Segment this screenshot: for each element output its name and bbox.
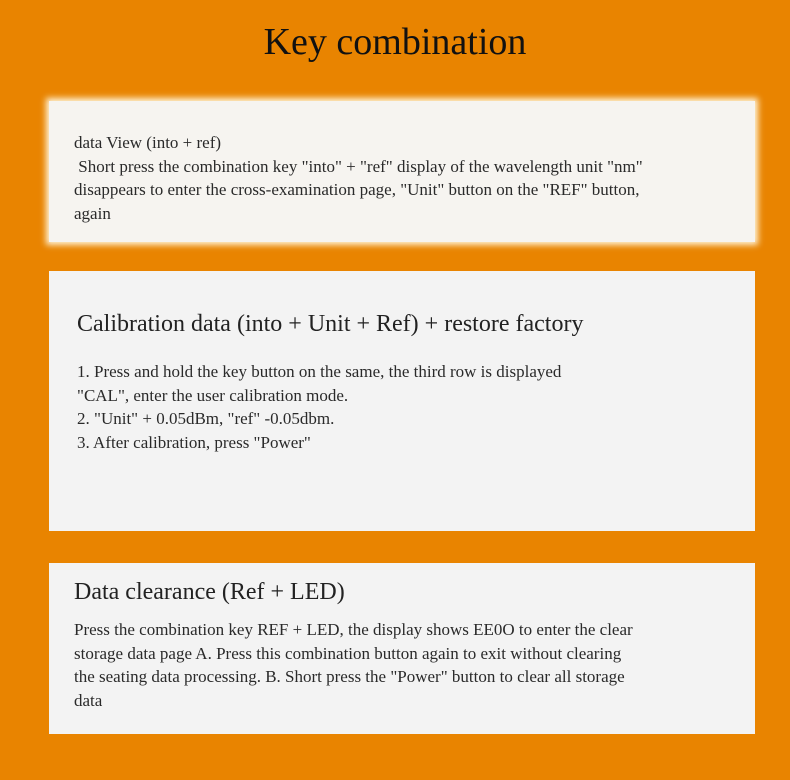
text-line: 2. "Unit" + 0.05dBm, "ref" -0.05dbm. — [77, 409, 335, 428]
text-line: data View (into + ref) — [74, 133, 222, 152]
text-line: again — [74, 203, 111, 223]
text-line: storage data page A. Press this combination button again to exit without clearing — [74, 643, 622, 663]
text-line: the seating data processing. B. Short press the "Power" button to clear all storage — [74, 667, 625, 686]
calibration-panel — [49, 271, 755, 531]
text-line: data — [74, 690, 103, 710]
text-line: Short press the combination key "into" + "ref" display of the wavelength unit "nm" — [74, 156, 643, 176]
data-view-text — [74, 131, 739, 225]
calibration-text — [77, 360, 735, 454]
text-line: "CAL", enter the user calibration mode. — [77, 385, 349, 405]
data-clearance-text — [74, 618, 735, 712]
calibration-heading: Calibration data (into + Unit + Ref) + restore factory — [77, 311, 584, 337]
text-line: 1. Press and hold the key button on the same, the third row is displayed — [77, 362, 562, 381]
data-clearance-panel — [49, 563, 755, 734]
page-title: Key combination — [263, 21, 527, 63]
data-clearance-heading: Data clearance (Ref + LED) — [74, 579, 345, 605]
text-line: disappears to enter the cross-examination page, "Unit" button on the "REF" button, — [74, 180, 640, 199]
text-line: 3. After calibration, press "Power" — [77, 432, 311, 452]
data-view-panel — [49, 101, 755, 242]
text-line: Press the combination key REF + LED, the display shows EE0O to enter the clear — [74, 620, 633, 639]
